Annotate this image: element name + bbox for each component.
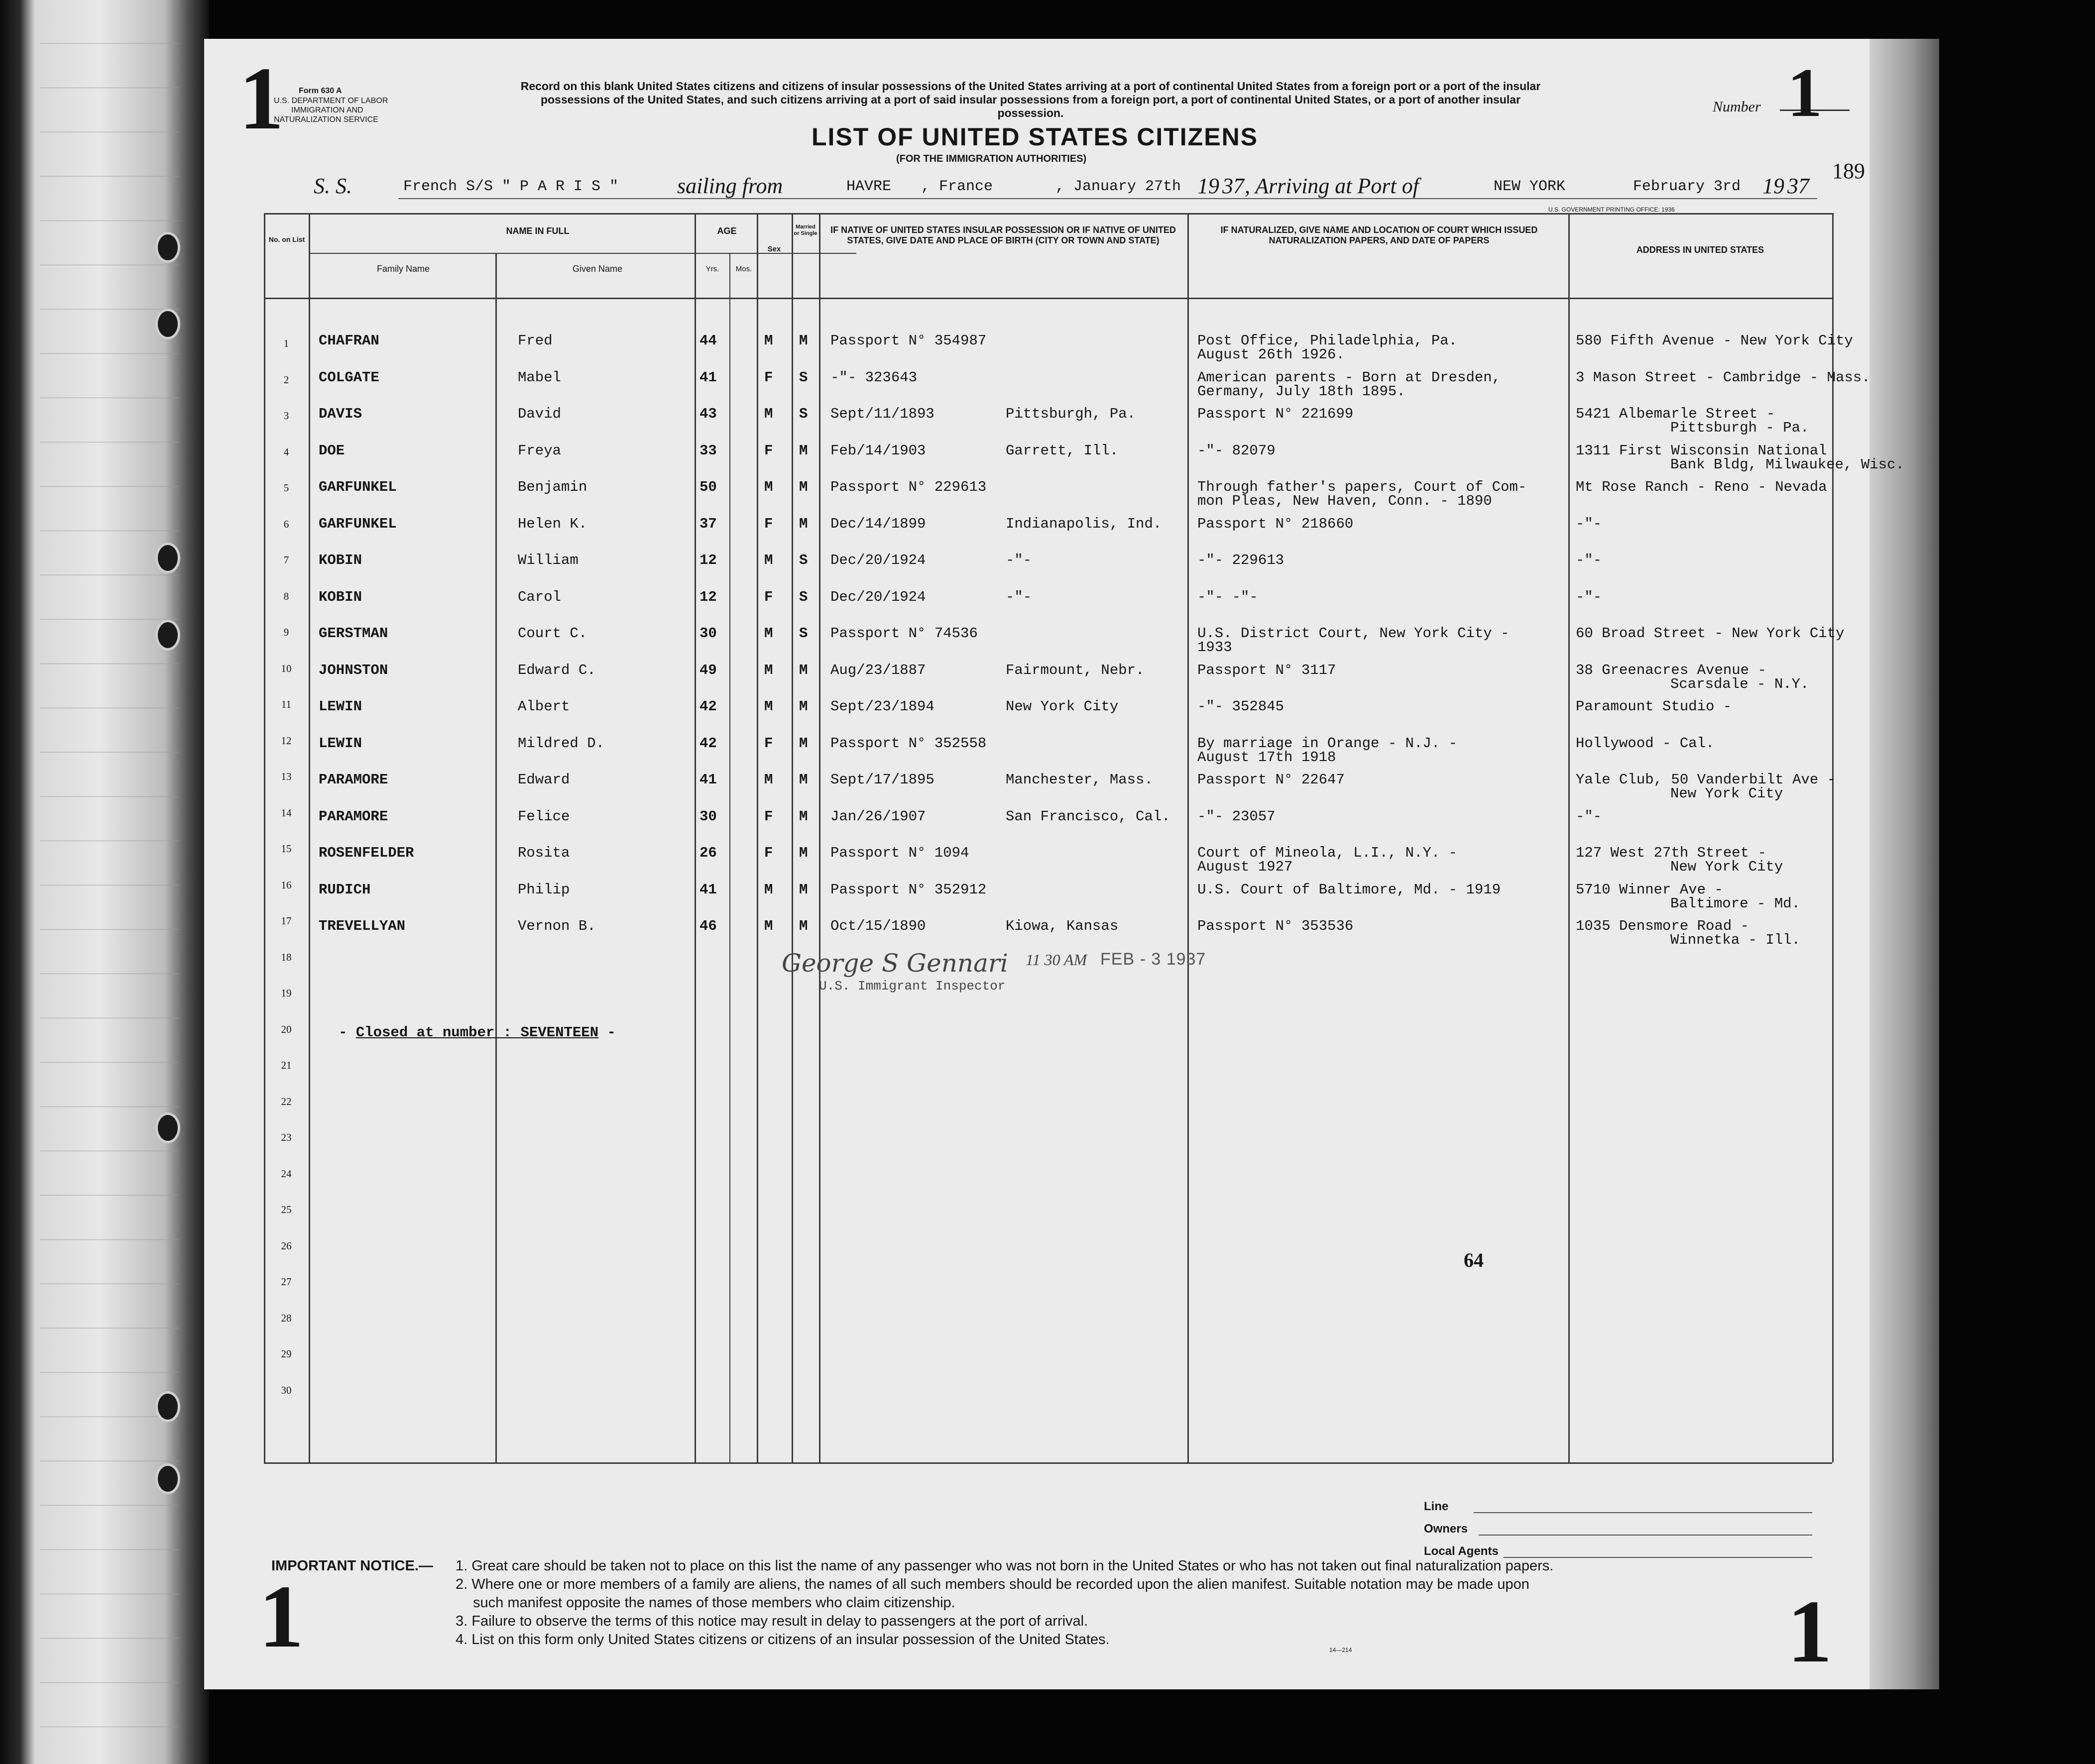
given-name-cell: David (518, 406, 562, 422)
line-number: 21 (281, 1059, 292, 1071)
line-number: 18 (281, 951, 292, 963)
col-rule (819, 213, 820, 1462)
given-name-cell: William (518, 552, 579, 568)
birth-date-cell: Passport N° 352558 (830, 735, 987, 752)
family-name-cell: PARAMORE (319, 772, 388, 788)
given-name-cell: Freya (518, 442, 562, 459)
marital-status-cell: M (799, 442, 808, 459)
birth-date-cell: Oct/15/1890 (830, 918, 926, 934)
dept-line: IMMIGRATION AND (291, 106, 363, 114)
marital-status-cell: M (799, 698, 808, 715)
sailing-from-label: sailing from (677, 174, 783, 198)
gpo-note: U.S. GOVERNMENT PRINTING OFFICE: 1936 (1548, 206, 1675, 213)
family-name-cell: GARFUNKEL (319, 515, 397, 532)
address-cell-line2: Bank Bldg, Milwaukee, Wisc. (1670, 456, 1904, 473)
age-cell: 33 (699, 442, 717, 459)
col-rule (729, 253, 730, 1462)
notice-heading: IMPORTANT NOTICE.— (271, 1558, 433, 1574)
date-to: February 3rd (1633, 178, 1741, 195)
table-header-rule (264, 298, 1832, 299)
number-value: 1 (1787, 54, 1822, 131)
country-from: , France (921, 178, 993, 195)
dept-line: U.S. DEPARTMENT OF LABOR (274, 97, 388, 105)
birth-date-cell: Passport N° 74536 (830, 625, 978, 642)
line-number: 26 (281, 1239, 292, 1252)
naturalization-cell: -"- -"- (1197, 588, 1258, 605)
address-cell: 38 Greenacres Avenue - (1576, 662, 1766, 678)
ship-name: French S/S " P A R I S " (403, 178, 619, 195)
marital-status-cell: S (799, 369, 808, 386)
family-name-cell: LEWIN (319, 698, 362, 715)
address-cell-line2: New York City (1670, 785, 1783, 802)
naturalization-cell: -"- 82079 (1197, 442, 1276, 459)
birth-date-cell: Passport N° 352912 (830, 881, 987, 898)
address-cell: 5421 Albemarle Street - (1576, 406, 1775, 422)
table-bottom-rule (264, 1462, 1832, 1464)
line-number: 3 (283, 410, 289, 422)
address-cell-line2: Winnetka - Ill. (1670, 932, 1801, 948)
manifest-page (204, 39, 1904, 1689)
line-number: 29 (281, 1348, 292, 1360)
birth-place-cell: Manchester, Mass. (1006, 772, 1153, 788)
line-number: 25 (281, 1204, 292, 1215)
naturalization-cell: Post Office, Philadelphia, Pa. (1197, 332, 1458, 349)
naturalization-cell: U.S. Court of Baltimore, Md. - 1919 (1197, 881, 1501, 898)
family-name-cell: KOBIN (319, 588, 362, 605)
naturalization-cell: -"- 23057 (1197, 808, 1276, 825)
age-cell: 30 (699, 625, 717, 642)
arriving-label: , Arriving at Port of (1245, 174, 1419, 198)
line-number: 12 (281, 734, 292, 747)
header-address: ADDRESS IN UNITED STATES (1636, 245, 1764, 255)
marital-status-cell: M (799, 845, 808, 861)
sex-cell: M (764, 881, 773, 898)
marital-status-cell: M (799, 332, 808, 349)
col-rule (1568, 213, 1570, 1462)
given-name-cell: Philip (518, 881, 570, 898)
age-cell: 30 (699, 808, 717, 825)
marital-status-cell: S (799, 406, 808, 422)
given-name-cell: Rosita (518, 845, 570, 861)
year-prefix: 19 (1197, 174, 1219, 198)
naturalization-cell: Passport N° 22647 (1197, 772, 1345, 788)
given-name-cell: Edward (518, 772, 570, 788)
sex-cell: F (764, 515, 773, 532)
binder-hole (155, 543, 180, 573)
line-number: 4 (283, 445, 289, 458)
col-rule (495, 253, 497, 1462)
birth-date-cell: Sept/11/1893 (830, 406, 934, 422)
sex-cell: M (764, 698, 773, 715)
naturalization-cell: Court of Mineola, L.I., N.Y. - (1197, 845, 1458, 861)
family-name-cell: TREVELLYAN (319, 918, 406, 934)
family-name-cell: RUDICH (319, 881, 371, 898)
binder-hole (155, 309, 180, 339)
address-cell: 580 Fifth Avenue - New York City (1576, 332, 1853, 349)
given-name-cell: Mildred D. (518, 735, 605, 752)
header-sex: Sex (767, 245, 781, 253)
page-title: LIST OF UNITED STATES CITIZENS (812, 123, 1259, 151)
notice-item-2b: such manifest opposite the names of those members who claim citizenship. (473, 1595, 955, 1611)
naturalization-cell-line2: August 26th 1926. (1197, 346, 1345, 363)
line-number: 20 (281, 1023, 292, 1035)
closing-note (339, 1024, 616, 1041)
port-from: HAVRE (846, 178, 892, 195)
line-number: 1 (283, 337, 289, 349)
ss-label: S. S. (314, 174, 352, 198)
address-cell: 127 West 27th Street - (1576, 845, 1766, 861)
birth-date-cell: Dec/20/1924 (830, 588, 926, 605)
address-cell-line2: Baltimore - Md. (1670, 895, 1801, 912)
line-number: 27 (281, 1276, 292, 1288)
marital-status-cell: M (799, 662, 808, 678)
sex-cell: F (764, 588, 773, 605)
header-name-in-full: NAME IN FULL (506, 226, 570, 236)
footer-rule (1479, 1535, 1812, 1536)
naturalization-cell: American parents - Born at Dresden, (1197, 369, 1501, 386)
closing-suffix: - (598, 1024, 616, 1041)
address-cell-line2: New York City (1670, 859, 1783, 875)
header-given-name: Given Name (572, 264, 623, 274)
marital-status-cell: M (799, 918, 808, 934)
naturalization-cell: -"- 352845 (1197, 698, 1284, 715)
col-rule (309, 213, 310, 1462)
header-married: Married or Single (794, 224, 817, 236)
line-number: 16 (281, 879, 292, 891)
inspector-time: 11 30 AM (1026, 951, 1087, 969)
notice-item-1: 1. Great care should be taken not to place on this list the name of any passenger who was not born in the United States or who has not taken out final naturalization papers. (456, 1558, 1554, 1574)
notice-item-2: 2. Where one or more members of a family are aliens, the names of all such members should be recorded upon the alien manifest. Suitable notation may be made upon (456, 1576, 1529, 1592)
form-id: Form 630 A (299, 87, 342, 95)
birth-place-cell: -"- (1006, 552, 1032, 568)
notice-code: 14—214 (1329, 1647, 1352, 1654)
header-family-name: Family Name (376, 264, 430, 274)
corner-number: 1 (239, 49, 284, 148)
sex-cell: M (764, 479, 773, 495)
naturalization-cell-line2: 1933 (1197, 639, 1232, 656)
col-rule (1187, 213, 1189, 1462)
age-cell: 41 (699, 772, 717, 788)
birth-place-cell: Pittsburgh, Pa. (1006, 406, 1136, 422)
line-number: 11 (281, 698, 292, 710)
port-to: NEW YORK (1494, 178, 1566, 195)
line-number: 10 (281, 662, 292, 674)
line-number: 23 (281, 1131, 292, 1143)
birth-date-cell: Aug/23/1887 (830, 662, 926, 678)
sex-cell: F (764, 845, 773, 861)
binder-hole (155, 620, 180, 651)
sex-cell: M (764, 625, 773, 642)
naturalization-cell: Passport N° 3117 (1197, 662, 1336, 678)
birth-date-cell: Dec/14/1899 (830, 515, 926, 532)
family-name-cell: PARAMORE (319, 808, 388, 825)
naturalization-cell: U.S. District Court, New York City - (1197, 625, 1510, 642)
header-native: IF NATIVE OF UNITED STATES INSULAR POSSESSION OR IF NATIVE OF UNITED STATES, GIVE DATE AND PLACE OF BIRTH (CITY OR TOWN AND STATE) (830, 225, 1176, 245)
col-rule (695, 213, 696, 1462)
sex-cell: F (764, 369, 773, 386)
birth-place-cell: -"- (1006, 588, 1032, 605)
sex-cell: M (764, 662, 773, 678)
closing-prefix: - (339, 1024, 356, 1041)
birth-place-cell: Kiowa, Kansas (1006, 918, 1119, 934)
binder-hole (155, 1391, 180, 1422)
age-cell: 43 (699, 406, 717, 422)
family-name-cell: ROSENFELDER (319, 845, 414, 861)
stamp-number: 189 (1832, 159, 1865, 183)
binder-hole (155, 1112, 180, 1143)
header-no-on-list: No. on List (268, 235, 305, 243)
address-cell: 1035 Densmore Road - (1576, 918, 1749, 934)
underlying-ledger-lines (40, 0, 179, 1764)
birth-place-cell: New York City (1006, 698, 1119, 715)
notice-item-3: 3. Failure to observe the terms of this notice may result in delay to passengers at the port of arrival. (456, 1613, 1088, 1629)
birth-place-cell: Garrett, Ill. (1006, 442, 1119, 459)
given-name-cell: Court C. (518, 625, 587, 642)
address-cell: Mt Rose Ranch - Reno - Nevada (1576, 479, 1827, 495)
line-number: 22 (281, 1095, 292, 1107)
sex-cell: M (764, 772, 773, 788)
footer-field-owners: Owners (1424, 1522, 1468, 1536)
age-cell: 42 (699, 735, 717, 752)
header-naturalized: IF NATURALIZED, GIVE NAME AND LOCATION OF COURT WHICH ISSUED NATURALIZATION PAPERS, AND DATE OF PAPERS (1220, 225, 1538, 245)
line-number: 2 (283, 373, 289, 386)
birth-date-cell: Passport N° 1094 (830, 845, 969, 861)
given-name-cell: Felice (518, 808, 570, 825)
page-number: 64 (1464, 1249, 1484, 1271)
sex-cell: F (764, 442, 773, 459)
address-cell: Yale Club, 50 Vanderbilt Ave - (1576, 772, 1836, 788)
line-number: 9 (283, 626, 289, 638)
address-cell-line2: Scarsdale - N.Y. (1670, 675, 1809, 692)
bottom-left-number: 1 (259, 1567, 304, 1666)
header-yrs: Yrs. (705, 265, 719, 273)
sex-cell: M (764, 918, 773, 934)
given-name-cell: Helen K. (518, 515, 587, 532)
marital-status-cell: S (799, 588, 808, 605)
marital-status-cell: S (799, 552, 808, 568)
given-name-cell: Vernon B. (518, 918, 596, 934)
bottom-right-number: 1 (1787, 1582, 1832, 1681)
sex-cell: F (764, 735, 773, 752)
birth-place-cell: Fairmount, Nebr. (1006, 662, 1145, 678)
address-cell: -"- (1576, 552, 1602, 568)
birth-place-cell: Indianapolis, Ind. (1006, 515, 1162, 532)
line-number: 30 (281, 1384, 292, 1396)
year-from: 37 (1222, 174, 1244, 198)
line-number: 14 (281, 806, 292, 819)
birth-date-cell: Sept/17/1895 (830, 772, 934, 788)
address-cell: -"- (1576, 808, 1602, 825)
sex-cell: M (764, 406, 773, 422)
naturalization-cell-line2: mon Pleas, New Haven, Conn. - 1890 (1197, 493, 1492, 509)
line-number: 5 (283, 482, 289, 494)
naturalization-cell: Through father's papers, Court of Com- (1197, 479, 1527, 495)
col-rule (757, 213, 758, 1462)
col-rule (1832, 213, 1834, 1462)
line-number: 7 (283, 554, 289, 566)
naturalization-cell-line2: August 17th 1918 (1197, 749, 1336, 766)
year-to: 37 (1787, 174, 1809, 198)
family-name-cell: GERSTMAN (319, 625, 388, 642)
age-cell: 37 (699, 515, 717, 532)
family-name-cell: JOHNSTON (319, 662, 388, 678)
line-number: 6 (283, 518, 289, 530)
footer-field-line: Line (1424, 1500, 1449, 1513)
naturalization-cell: Passport N° 218660 (1197, 515, 1354, 532)
header-age: AGE (717, 226, 737, 236)
closing-label: Closed at number : SEVENTEEN (355, 1024, 599, 1041)
birth-date-cell: -"- 323643 (830, 369, 918, 386)
naturalization-cell: By marriage in Orange - N.J. - (1197, 735, 1458, 752)
col-rule (264, 213, 265, 1462)
col-rule (792, 213, 793, 1462)
ss-underline (398, 198, 1817, 199)
marital-status-cell: M (799, 808, 808, 825)
line-number: 28 (281, 1312, 292, 1324)
year-prefix: 19 (1762, 174, 1784, 198)
age-cell: 12 (699, 588, 717, 605)
date-from: , January 27th (1055, 178, 1181, 195)
age-cell: 49 (699, 662, 717, 678)
age-cell: 12 (699, 552, 717, 568)
marital-status-cell: M (799, 735, 808, 752)
binder-hole (155, 232, 180, 263)
given-name-cell: Albert (518, 698, 570, 715)
header-mos: Mos. (735, 265, 752, 273)
family-name-cell: DAVIS (319, 406, 362, 422)
line-number: 17 (281, 915, 292, 927)
given-name-cell: Mabel (518, 369, 562, 386)
birth-date-cell: Passport N° 354987 (830, 332, 987, 349)
record-instructions: Record on this blank United States citizens and citizens of insular possessions of the United States arriving at a port of continental United States from a foreign port or a port of the insular possessions of the United States, and such citizens arriving at a port of said insular possessions from a foreign port, a port of continental United States, or a port of another insular possession. (520, 80, 1541, 119)
binder-hole (155, 1463, 180, 1494)
address-cell-line2: Pittsburgh - Pa. (1670, 420, 1809, 436)
line-number: 8 (283, 590, 289, 602)
marital-status-cell: S (799, 625, 808, 642)
sex-cell: M (764, 332, 773, 349)
sex-cell: F (764, 808, 773, 825)
line-number: 13 (281, 771, 292, 782)
marital-status-cell: M (799, 515, 808, 532)
dept-line: NATURALIZATION SERVICE (274, 115, 378, 124)
family-name-cell: LEWIN (319, 735, 362, 752)
line-number: 19 (281, 987, 292, 999)
naturalization-cell: Passport N° 353536 (1197, 918, 1354, 934)
inspector-signature: George S Gennari (782, 949, 1008, 978)
address-cell: 3 Mason Street - Cambridge - Mass. (1576, 369, 1870, 386)
inspector-title: U.S. Immigrant Inspector (819, 979, 1006, 993)
table-top-rule (264, 213, 1832, 215)
birth-date-cell: Sept/23/1894 (830, 698, 934, 715)
age-cell: 42 (699, 698, 717, 715)
address-cell: Paramount Studio - (1576, 698, 1732, 715)
birth-date-cell: Jan/26/1907 (830, 808, 926, 825)
page-subtitle: (FOR THE IMMIGRATION AUTHORITIES) (896, 153, 1087, 164)
address-cell: -"- (1576, 588, 1602, 605)
notice-item-4: 4. List on this form only United States citizens or citizens of an insular possession of the United States. (456, 1632, 1110, 1648)
marital-status-cell: M (799, 881, 808, 898)
line-number: 24 (281, 1167, 292, 1180)
birth-place-cell: San Francisco, Cal. (1006, 808, 1170, 825)
naturalization-cell: -"- 229613 (1197, 552, 1284, 568)
footer-field-agents: Local Agents (1424, 1544, 1499, 1558)
family-name-cell: COLGATE (319, 369, 379, 386)
marital-status-cell: M (799, 772, 808, 788)
age-cell: 46 (699, 918, 717, 934)
sheet-edge (1869, 39, 1939, 1689)
address-cell: -"- (1576, 515, 1602, 532)
number-label: Number (1713, 99, 1761, 115)
birth-date-cell: Feb/14/1903 (830, 442, 926, 459)
age-cell: 41 (699, 881, 717, 898)
family-name-cell: GARFUNKEL (319, 479, 397, 495)
family-name-cell: CHAFRAN (319, 332, 379, 349)
given-name-cell: Edward C. (518, 662, 596, 678)
naturalization-cell-line2: Germany, July 18th 1895. (1197, 383, 1405, 400)
age-cell: 41 (699, 369, 717, 386)
address-cell: 60 Broad Street - New York City (1576, 625, 1845, 642)
age-cell: 50 (699, 479, 717, 495)
line-number: 15 (281, 843, 292, 855)
naturalization-cell: Passport N° 221699 (1197, 406, 1354, 422)
family-name-cell: KOBIN (319, 552, 362, 568)
given-name-cell: Fred (518, 332, 553, 349)
birth-date-cell: Dec/20/1924 (830, 552, 926, 568)
received-stamp: FEB - 3 1937 (1100, 950, 1206, 969)
given-name-cell: Benjamin (518, 479, 587, 495)
footer-rule (1474, 1512, 1812, 1513)
family-name-cell: DOE (319, 442, 345, 459)
age-cell: 44 (699, 332, 717, 349)
address-cell: 1311 First Wisconsin National (1576, 442, 1827, 459)
age-cell: 26 (699, 845, 717, 861)
birth-date-cell: Passport N° 229613 (830, 479, 987, 495)
given-name-cell: Carol (518, 588, 562, 605)
address-cell: 5710 Winner Ave - (1576, 881, 1723, 898)
address-cell: Hollywood - Cal. (1576, 735, 1715, 752)
naturalization-cell-line2: August 1927 (1197, 859, 1293, 875)
sex-cell: M (764, 552, 773, 568)
marital-status-cell: M (799, 479, 808, 495)
